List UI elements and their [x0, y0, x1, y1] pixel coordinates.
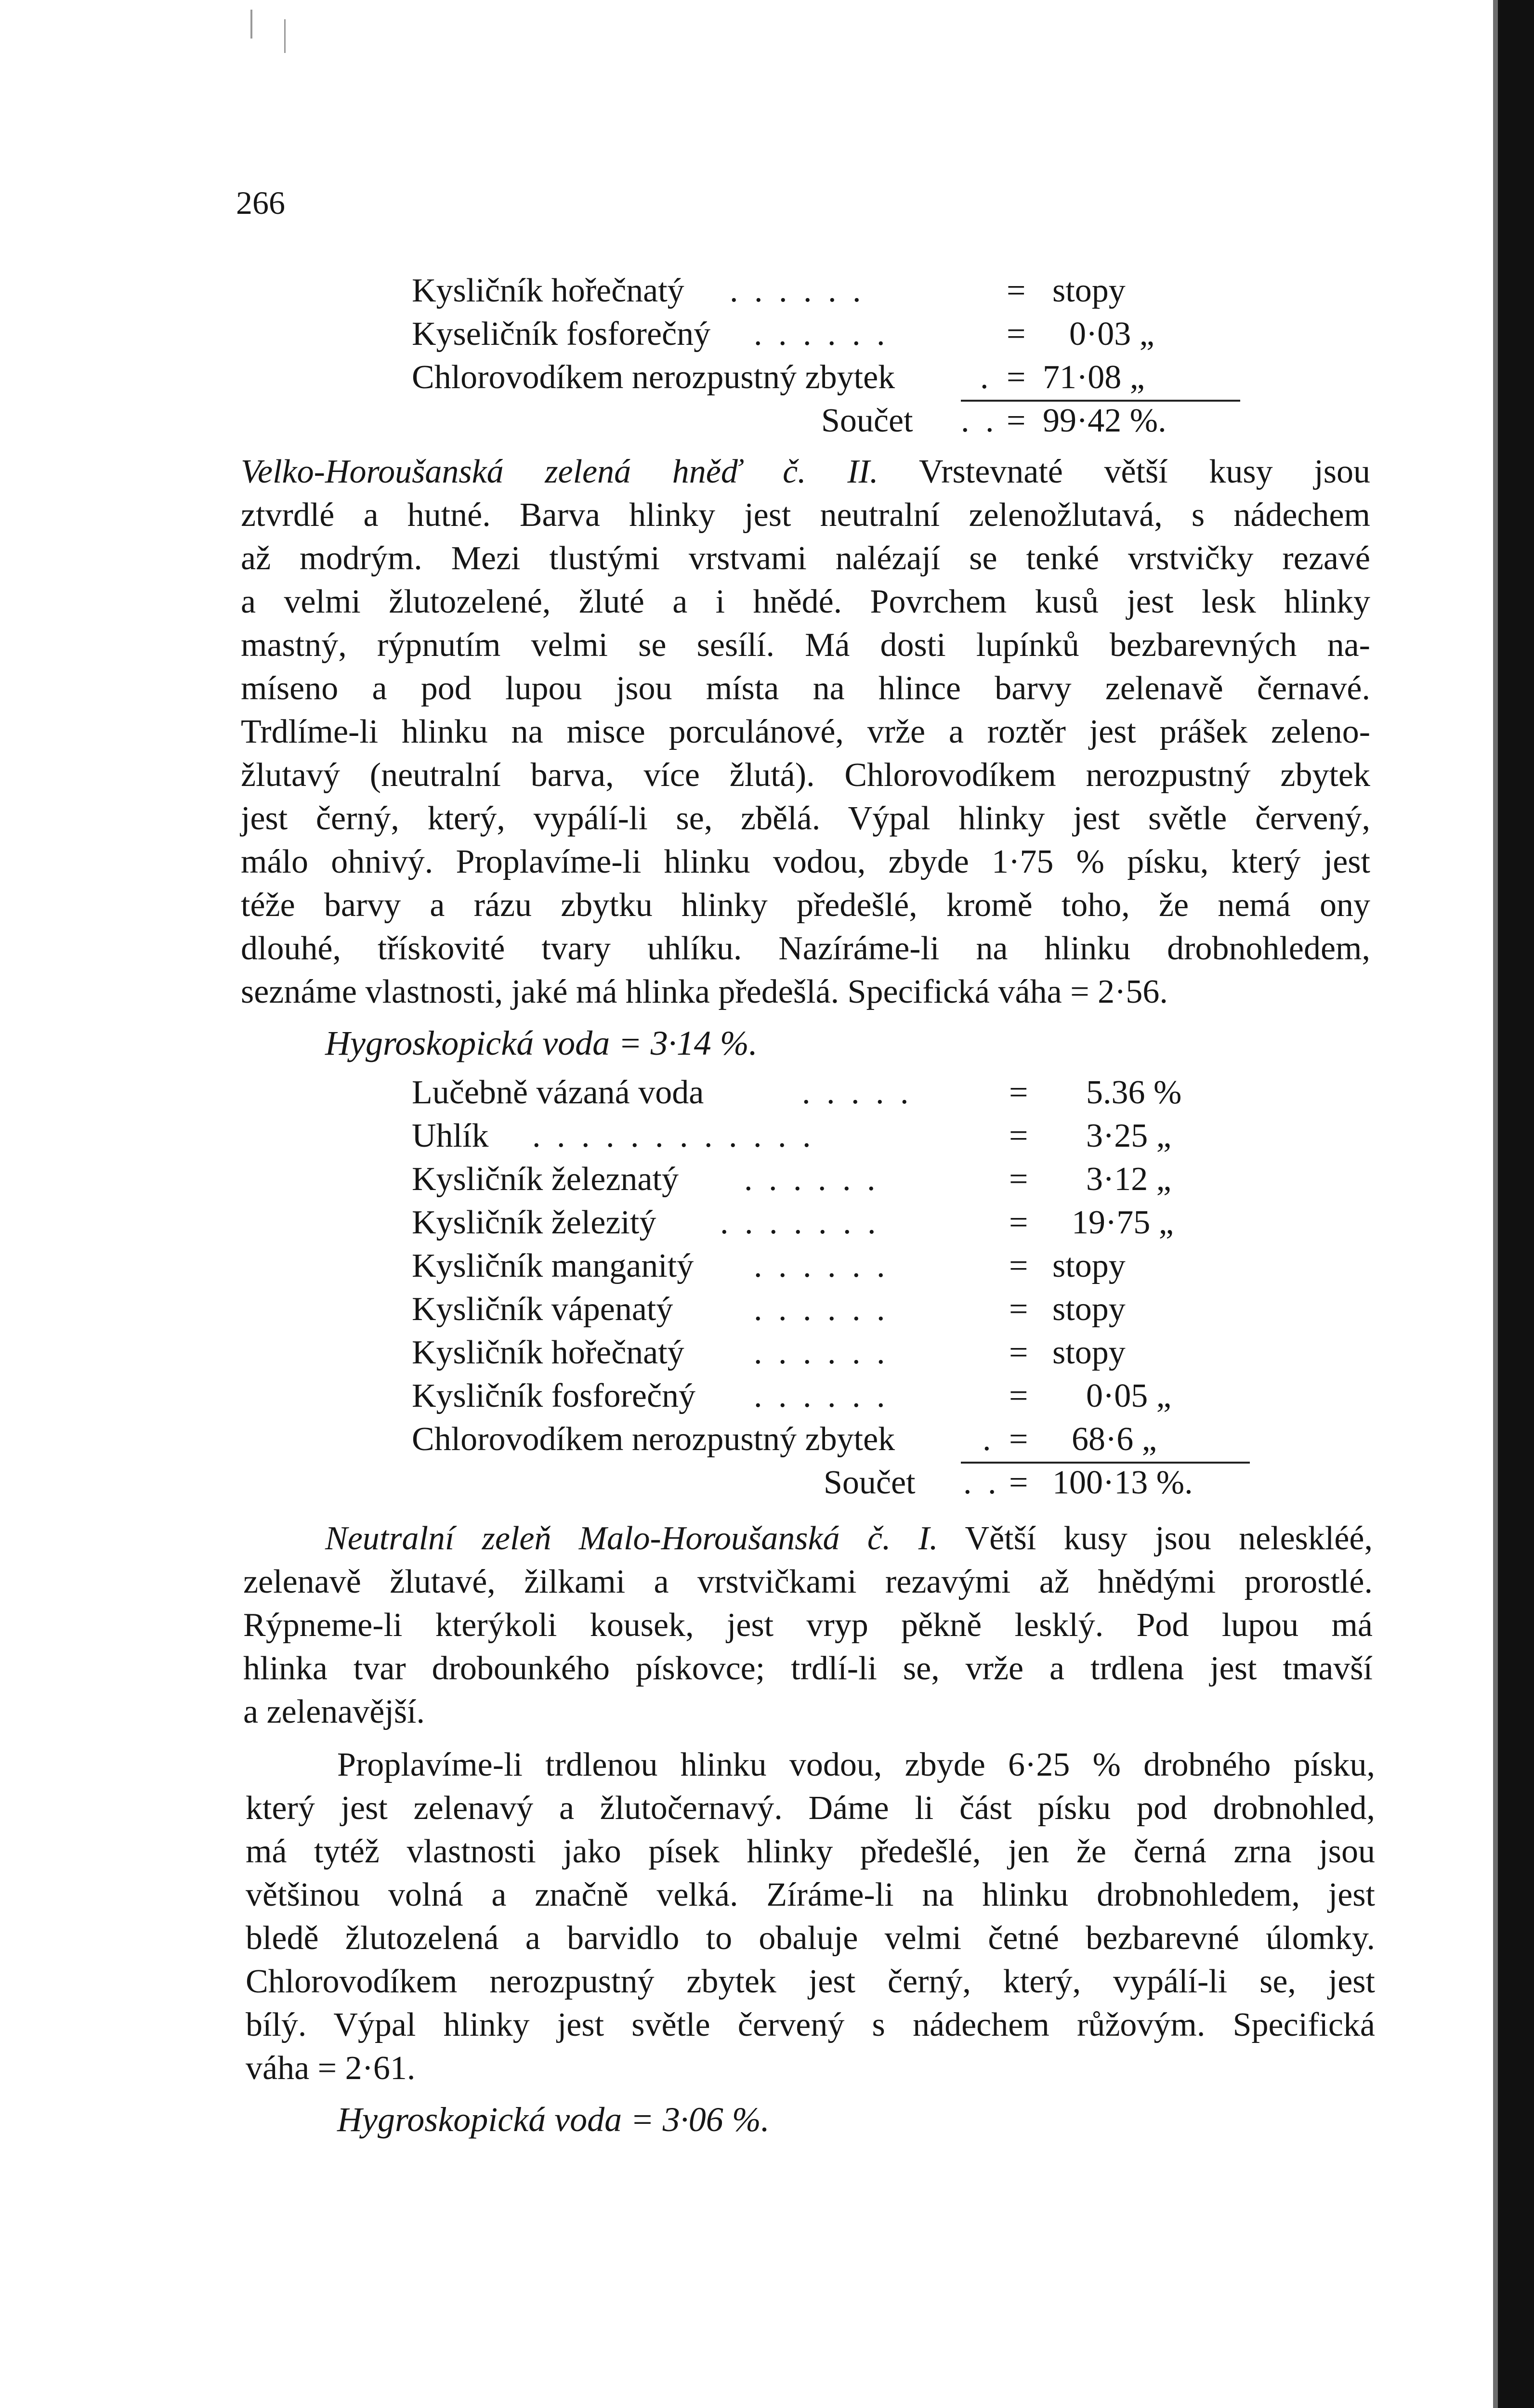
paragraph-velko-horousanska: [241, 450, 1370, 1014]
leader-dots: . . . . . . . . . . . .: [532, 1117, 815, 1154]
text-line: míseno a pod lupou jsou místa na hlince barvy zelenavě černavé.: [241, 670, 1370, 707]
analysis-table-mid: [412, 1072, 1250, 1515]
text-line: až modrým. Mezi tlustými vrstvami nalézají se tenké vrstvičky rezavé: [241, 540, 1370, 577]
row-label: Kysličník vápenatý: [412, 1291, 673, 1328]
equals-sign: =: [1009, 1117, 1028, 1154]
row-label: Kyseličník fosforečný: [412, 315, 711, 353]
text-line: bledě žlutozelená a barvidlo to obaluje velmi četné bezbarevné úlomky.: [246, 1920, 1375, 1957]
equals-sign: =: [1009, 1464, 1028, 1501]
text-line: bílý. Výpal hlinky jest světle červený s nádechem růžovým. Specifická: [246, 2006, 1375, 2043]
text-line: Chlorovodíkem nerozpustný zbytek jest černý, který, vypálí-li se, jest: [246, 1963, 1375, 2000]
row-value: 71·08 „: [1043, 359, 1145, 396]
equals-sign: =: [1007, 272, 1026, 309]
row-value: 5.36 %: [1086, 1074, 1182, 1111]
sum-value: 99·42 %.: [1043, 402, 1167, 439]
text-line: hlinka tvar drobounkého pískovce; trdlí-li se, vrže a trdlena jest tmavší: [243, 1650, 1373, 1687]
text-line: Proplavíme-li trdlenou hlinku vodou, zbyde 6·25 % drobného písku,: [337, 1746, 1375, 1783]
text-line: málo ohnivý. Proplavíme-li hlinku vodou, zbyde 1·75 % písku, který jest: [241, 843, 1370, 880]
row-value: stopy: [1052, 1247, 1126, 1284]
leader-dots: . . . . . .: [744, 1161, 879, 1198]
sample-title: Velko-Horoušanská zelená hněď č. II.: [241, 453, 878, 490]
text-line: váha = 2·61.: [246, 2050, 416, 2087]
row-label: Chlorovodíkem nerozpustný zbytek: [412, 359, 895, 396]
row-value: stopy: [1052, 1334, 1126, 1371]
row-label: Kysličník hořečnatý: [412, 272, 684, 309]
hygroscopic-water-2: Hygroskopická voda = 3·06 %.: [337, 2100, 770, 2139]
row-label: Uhlík: [412, 1117, 489, 1154]
leader-dots: . .: [961, 402, 998, 439]
page-number: 266: [236, 184, 285, 221]
paragraph-malo-horousanska: [243, 1517, 1373, 1734]
row-value: 0·05 „: [1086, 1377, 1171, 1414]
leader-dots: . . . . . .: [754, 1334, 889, 1371]
sum-label: Součet: [824, 1464, 916, 1501]
hygroscopic-water-1: Hygroskopická voda = 3·14 %.: [325, 1024, 758, 1062]
row-value: 0·03 „: [1069, 315, 1154, 353]
row-label: Kysličník železitý: [412, 1204, 656, 1241]
equals-sign: =: [1009, 1161, 1028, 1198]
row-value: 68·6 „: [1072, 1421, 1157, 1458]
row-label: Lučebně vázaná voda: [412, 1074, 704, 1111]
row-label: Kysličník fosforečný: [412, 1377, 696, 1414]
text-segment: Větší kusy jsou neleskléé,: [965, 1520, 1373, 1557]
row-value: stopy: [1052, 272, 1126, 309]
analysis-table-top: [412, 270, 1240, 453]
leader-dots: . . . . . . .: [720, 1204, 880, 1241]
equals-sign: =: [1007, 402, 1026, 439]
row-label: Kysličník hořečnatý: [412, 1334, 684, 1371]
leader-dots: . . . . . .: [754, 1291, 889, 1328]
leader-dots: . .: [963, 1464, 1000, 1501]
text-line: většinou volná a značně velká. Zíráme-li na hlinku drobnohledem, jest: [246, 1876, 1375, 1913]
text-line: a velmi žlutozelené, žluté a i hnědé. Povrchem kusů jest lesk hlinky: [241, 583, 1370, 620]
row-value: 3·25 „: [1086, 1117, 1171, 1154]
equals-sign: =: [1009, 1291, 1028, 1328]
row-label: Kysličník manganitý: [412, 1247, 694, 1284]
row-label: Kysličník železnatý: [412, 1161, 679, 1198]
scan-edge-shadow: [1493, 0, 1498, 2408]
text-line: Trdlíme-li hlinku na misce porculánové, vrže a roztěr jest prášek zeleno-: [241, 713, 1370, 750]
equals-sign: =: [1009, 1377, 1028, 1414]
equals-sign: =: [1009, 1074, 1028, 1111]
equals-sign: =: [1009, 1247, 1028, 1284]
text-line: jest černý, který, vypálí-li se, zbělá. Výpal hlinky jest světle červený,: [241, 800, 1370, 837]
sum-label: Součet: [821, 402, 913, 439]
leader-dots: . . . . . .: [754, 315, 889, 353]
equals-sign: =: [1009, 1421, 1028, 1458]
text-line: [241, 450, 1370, 494]
leader-dots: .: [980, 359, 993, 396]
text-line: zelenavě žlutavé, žilkami a vrstvičkami rezavými až hnědými prorostlé.: [243, 1563, 1373, 1600]
text-line: téže barvy a rázu zbytku hlinky předešlé, kromě toho, že nemá ony: [241, 887, 1370, 924]
leader-dots: . . . . . .: [754, 1377, 889, 1414]
row-value: stopy: [1052, 1291, 1126, 1328]
text-line: seznáme vlastnosti, jaké má hlinka předešlá. Specifická váha = 2·56.: [241, 973, 1168, 1010]
equals-sign: =: [1009, 1204, 1028, 1241]
equals-sign: =: [1009, 1334, 1028, 1371]
text-line: [243, 1517, 1373, 1560]
text-line: a zelenavější.: [243, 1693, 425, 1730]
leader-dots: . . . . . .: [754, 1247, 889, 1284]
leader-dots: . . . . . .: [730, 272, 865, 309]
text-line: který jest zelenavý a žlutočernavý. Dáme li část písku pod drobnohled,: [246, 1790, 1375, 1827]
equals-sign: =: [1007, 315, 1026, 353]
scan-mark: [284, 19, 286, 53]
text-line: dlouhé, třískovité tvary uhlíku. Nazíráme-li na hlinku drobnohledem,: [241, 930, 1370, 967]
text-line: mastný, rýpnutím velmi se sesílí. Má dosti lupínků bezbarevných na-: [241, 627, 1370, 664]
row-value: 3·12 „: [1086, 1161, 1171, 1198]
text-line: má tytéž vlastnosti jako písek hlinky předešlé, jen že černá zrna jsou: [246, 1833, 1375, 1870]
leader-dots: . . . . .: [802, 1074, 913, 1111]
text-line: ztvrdlé a hutné. Barva hlinky jest neutralní zelenožlutavá, s nádechem: [241, 497, 1370, 534]
equals-sign: =: [1007, 359, 1026, 396]
text-line: Rýpneme-li kterýkoli kousek, jest vryp pěkně lesklý. Pod lupou má: [243, 1607, 1373, 1644]
leader-dots: .: [983, 1421, 995, 1458]
text-segment: Vrstevnaté větší kusy jsou: [918, 453, 1370, 490]
sample-title: Neutralní zeleň Malo-Horoušanská č. I.: [325, 1520, 938, 1557]
scan-edge-border: [1498, 0, 1534, 2408]
sum-value: 100·13 %.: [1052, 1464, 1193, 1501]
scan-mark: [250, 10, 252, 39]
paragraph-proplavime: [246, 1743, 1375, 2090]
row-value: 19·75 „: [1072, 1204, 1174, 1241]
text-line: žlutavý (neutralní barva, více žlutá). Chlorovodíkem nerozpustný zbytek: [241, 757, 1370, 794]
row-label: Chlorovodíkem nerozpustný zbytek: [412, 1421, 895, 1458]
